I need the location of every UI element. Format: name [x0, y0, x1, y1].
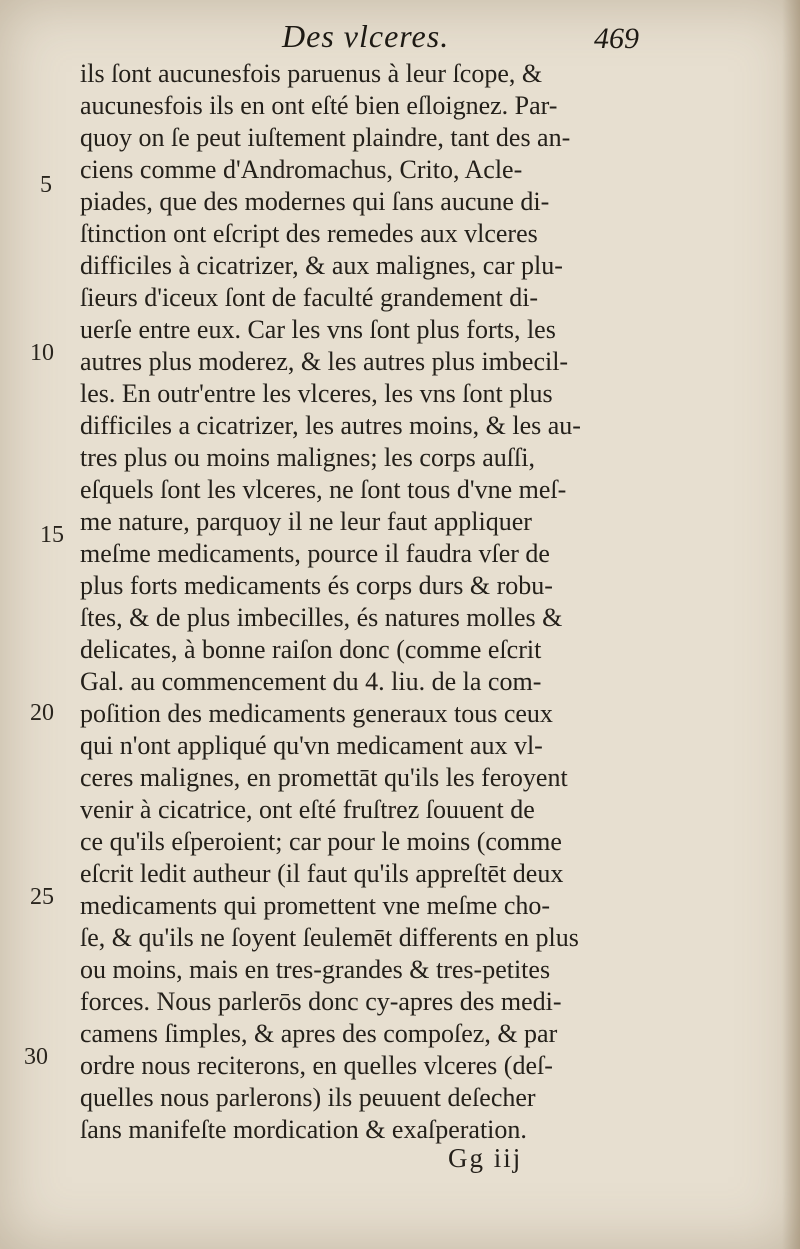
text-line: quelles nous parlerons) ils peuuent deſecher	[80, 1083, 536, 1112]
text-line: meſme medicaments, pource il faudra vſer de	[80, 539, 550, 568]
text-line: ce qu'ils eſperoient; car pour le moins (comme	[80, 827, 562, 856]
text-line: eſcrit ledit autheur (il faut qu'ils appreſtēt deux	[80, 859, 564, 888]
margin-line-number: 20	[30, 700, 54, 726]
text-line: ſtes, & de plus imbecilles, és natures molles &	[80, 603, 563, 632]
text-line: ſans manifeſte mordication & exaſperation.	[80, 1115, 527, 1144]
running-head: Des vlceres.	[282, 18, 450, 54]
text-line: ceres malignes, en promettāt qu'ils les feroyent	[80, 763, 568, 792]
text-line: ſe, & qu'ils ne ſoyent ſeulemēt differents en plus	[80, 923, 579, 952]
text-line: ſieurs d'iceux ſont de faculté grandement di-	[80, 283, 539, 312]
text-line: ſtinction ont eſcript des remedes aux vlceres	[80, 219, 538, 248]
text-line: les. En outr'entre les vlceres, les vns ſont plus	[80, 379, 553, 408]
text-line: qui n'ont appliqué qu'vn medicament aux vl-	[80, 731, 543, 760]
text-line: ils ſont aucunesfois paruenus à leur ſcope, &	[80, 59, 543, 88]
text-line: eſquels ſont les vlceres, ne ſont tous d'vne meſ-	[80, 475, 567, 504]
text-line: plus forts medicaments és corps durs & robu-	[80, 571, 553, 600]
text-line: aucunesfois ils en ont eſté bien eſloignez. Par-	[80, 91, 558, 120]
margin-line-number: 15	[40, 522, 64, 548]
text-line: difficiles a cicatrizer, les autres moins, & les au-	[80, 411, 581, 440]
text-line: autres plus moderez, & les autres plus imbecil-	[80, 347, 569, 376]
page-number: 469	[594, 22, 639, 55]
text-line: ou moins, mais en tres-grandes & tres-petites	[80, 955, 551, 984]
margin-line-number: 10	[30, 340, 54, 366]
text-line: delicates, à bonne raiſon donc (comme eſcrit	[80, 635, 542, 664]
text-line: difficiles à cicatrizer, & aux malignes, car plu-	[80, 251, 563, 280]
text-line: piades, que des modernes qui ſans aucune di-	[80, 187, 550, 216]
page-edge-shadow	[782, 0, 800, 1249]
text-line: tres plus ou moins malignes; les corps auſſi,	[80, 443, 535, 472]
margin-line-number: 30	[24, 1044, 48, 1070]
text-line: me nature, parquoy il ne leur faut appliquer	[80, 507, 532, 536]
text-line: quoy on ſe peut iuſtement plaindre, tant des an-	[80, 123, 571, 152]
text-line: ciens comme d'Andromachus, Crito, Acle-	[80, 155, 523, 184]
margin-line-number: 25	[30, 884, 54, 910]
text-line: ordre nous reciterons, en quelles vlceres (deſ-	[80, 1051, 553, 1080]
text-line: forces. Nous parlerōs donc cy-apres des medi-	[80, 987, 562, 1016]
text-line: medicaments qui promettent vne meſme cho-	[80, 891, 551, 920]
signature-mark: Gg iij	[448, 1143, 523, 1173]
margin-line-number: 5	[40, 172, 52, 198]
text-line: camens ſimples, & apres des compoſez, & par	[80, 1019, 558, 1048]
text-line: venir à cicatrice, ont eſté fruſtrez ſouuent de	[80, 795, 535, 824]
text-line: poſition des medicaments generaux tous ceux	[80, 699, 553, 728]
text-line: Gal. au commencement du 4. liu. de la com-	[80, 667, 542, 696]
text-line: uerſe entre eux. Car les vns ſont plus forts, les	[80, 315, 556, 344]
